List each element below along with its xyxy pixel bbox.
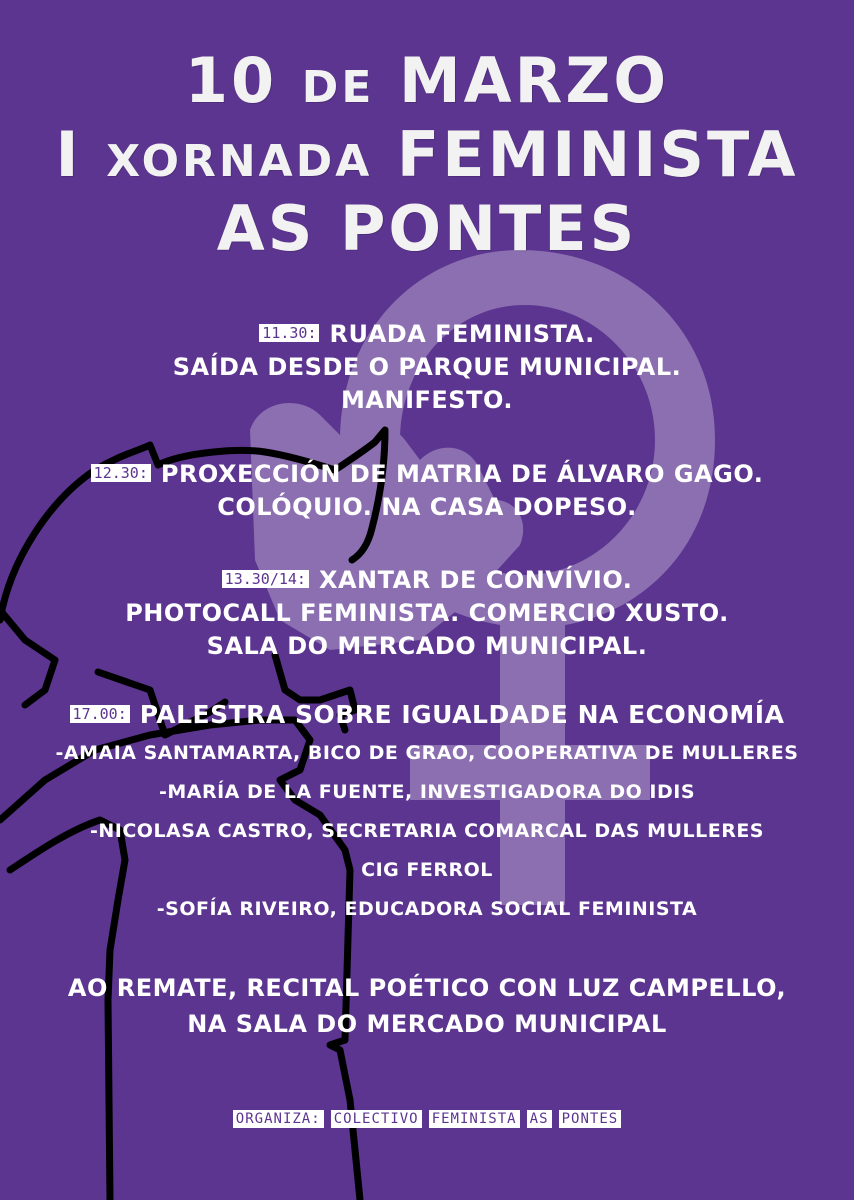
event-line: XANTAR DE CONVÍVIO. [318, 566, 633, 594]
title-xornada: XORNADA [106, 136, 373, 187]
event-line: SAÍDA DESDE O PARQUE MUNICIPAL. [172, 353, 682, 381]
event-1130 [0, 318, 854, 417]
speaker-item: -AMAIA SANTAMARTA, BICO DE GRAO, COOPERATIVA DE MULLERES [55, 742, 799, 764]
title-day: 10 [184, 44, 278, 117]
title-month: MARZO [398, 44, 670, 117]
event-1700 [0, 698, 854, 731]
event-time-badge: 11.30: [259, 324, 319, 342]
speaker-item: CIG FERROL [361, 859, 493, 881]
event-line: MANIFESTO. [341, 386, 513, 414]
speaker-item: -SOFÍA RIVEIRO, EDUCADORA SOCIAL FEMINISTA [156, 898, 698, 920]
title-i: I [55, 118, 82, 191]
title-line-2 [0, 118, 854, 191]
event-1330 [0, 564, 854, 663]
closing-line: NA SALA DO MERCADO MUNICIPAL [187, 1010, 667, 1038]
event-line: RUADA FEMINISTA. [329, 320, 595, 348]
event-line: PROXECCIÓN DE MATRIA DE ÁLVARO GAGO. [160, 460, 764, 488]
speaker-item: -NICOLASA CASTRO, SECRETARIA COMARCAL DAS MULLERES [90, 820, 764, 842]
organizer-credit [0, 1108, 854, 1128]
closing-line: AO REMATE, RECITAL POÉTICO CON LUZ CAMPELLO, [67, 974, 787, 1002]
event-line: COLÓQUIO. NA CASA DOPESO. [217, 493, 637, 521]
event-time-badge: 13.30/14: [222, 570, 309, 588]
event-line: SALA DO MERCADO MUNICIPAL. [206, 632, 648, 660]
event-time-badge: 12.30: [91, 464, 151, 482]
footer-word: AS [527, 1110, 552, 1128]
title-as-pontes: AS PONTES [216, 192, 638, 265]
title-line-3 [0, 192, 854, 265]
title-line-1 [0, 44, 854, 117]
event-time-badge: 17.00: [70, 705, 130, 723]
event-line: PHOTOCALL FEMINISTA. COMERCIO XUSTO. [125, 599, 729, 627]
footer-word: ORGANIZA: [233, 1110, 324, 1128]
speakers-list [0, 734, 854, 929]
title-de: DE [301, 62, 375, 113]
speaker-item: -MARÍA DE LA FUENTE, INVESTIGADORA DO IDIS [158, 781, 696, 803]
footer-word: FEMINISTA [429, 1110, 520, 1128]
title-feminista: FEMINISTA [396, 118, 799, 191]
footer-word: COLECTIVO [331, 1110, 422, 1128]
event-1230 [0, 458, 854, 524]
event-line: PALESTRA SOBRE IGUALDADE NA ECONOMÍA [139, 700, 785, 729]
footer-word: PONTES [559, 1110, 622, 1128]
closing-note [0, 970, 854, 1042]
